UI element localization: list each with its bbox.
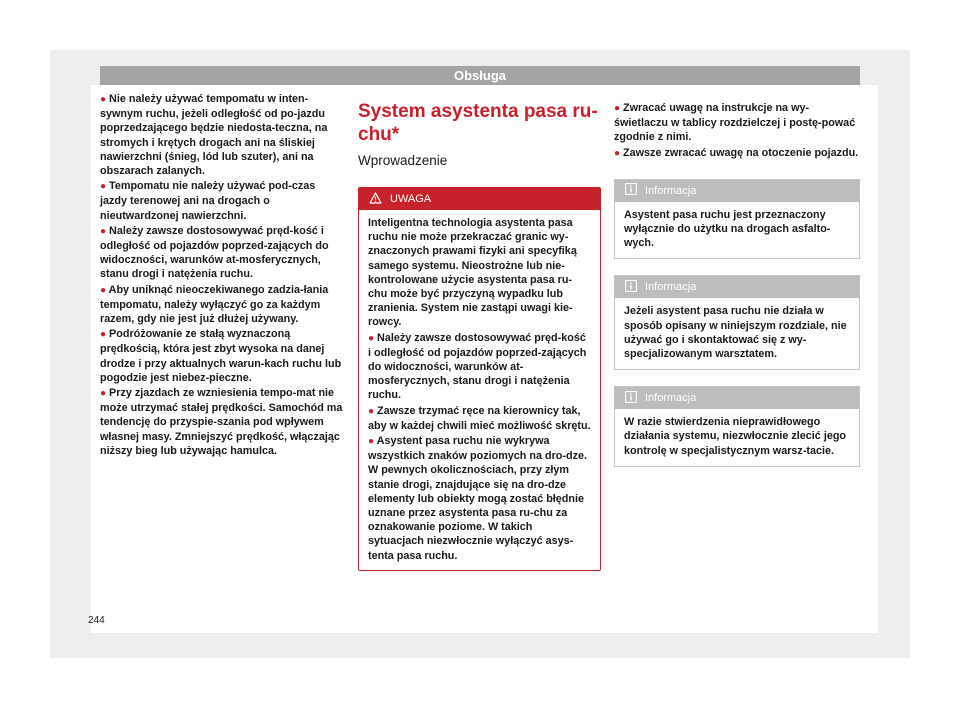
list-item: ● Należy zawsze dostosowywać pręd-kość i odległość od pojazdów poprzed-zających do widoczności, warunków at-mosferycznych, stanu drogi i natężenia ruchu. [100,224,329,281]
list-item: ● Nie należy używać tempomatu w inten-sywnym ruchu, jeżeli odległość od po-jazdu poprzedzającego będzie niedosta-teczna, na stromych i krętych drogach ani na śliskiej nawierzchni (śnieg, lód lub szuter), ani na obszarach zalanych. [100,93,328,178]
warning-header [359,188,600,210]
info-icon [625,391,637,406]
info-box [614,275,860,370]
info-label: Informacja [645,184,697,197]
bullet-dot-icon: ● [368,405,375,417]
bullet-dot-icon: ● [100,284,107,296]
warning-intro: Inteligentna technologia asystenta pasa ruchu nie może przekraczać granic wy-znaczonych prawami fizyki ani specyfiką samego systemu. Nieostrożne lub nie-kontrolowane użycie asystenta pasa ru-chu może być przyczyną wypadku lub zranienia. System nie zastąpi uwagi kie-rowcy. [368,217,577,329]
middle-column [358,92,601,571]
left-bullet-list [100,92,343,459]
info-label: Informacja [645,392,697,405]
info-label: Informacja [645,281,697,294]
bullet-dot-icon: ● [614,103,621,114]
list-item: ● Przy zjazdach ze wzniesienia tempo-mat nie może utrzymać stałej prędkości. Samochód ma tendencję do przyspie-szania pod wpływem własnej masy. Zmniejszyć prędkość, włączając niższy bieg lub używając hamulca. [100,387,343,457]
bullet-dot-icon: ● [100,329,107,341]
info-text: Asystent pasa ruchu jest przeznaczony wyłącznie do użytku na drogach asfalto-wych. [624,208,831,250]
page-number: 244 [88,615,105,626]
right-bullet-list [614,101,860,162]
bullet-dot-icon: ● [100,181,107,193]
bullet-dot-icon: ● [100,225,107,237]
list-item: ● Asystent pasa ruchu nie wykrywa wszystkich znaków poziomych na dro-dze. W pewnych okolicznościach, przy złym stanie drogi, znajdujące się na dro-dze elementy lub obiekty mogą zostać błędnie uznane przez asystenta pasa ru-chu za oznakowanie poziome. W takich sytuacjach niezwłocznie wyłączyć asys-tenta pasa ruchu. [368,435,587,562]
list-item: ● Podróżowanie ze stałą wyznaczoną prędkością, która jest zbyt wysoka na danej drodze i przy aktualnych warun-kach ruchu lub pogodzie jest niebez-pieczne. [100,328,342,384]
info-text: Jeżeli asystent pasa ruchu nie działa w sposób opisany w niniejszym rozdziale, nie używać go i skontaktować się z wy-specjalizowanym warsztatem. [624,305,847,361]
info-header [615,387,859,409]
info-box [614,179,860,260]
list-item: ● Należy zawsze dostosowywać pręd-kość i odległość od pojazdów poprzed-zających do widoczności, warunków at-mosferycznych, stanu drogi i natężenia ruchu. [368,331,587,402]
list-item: ● Zawsze trzymać ręce na kierownicy tak, aby w każdej chwili mieć możliwość skrętu. [368,404,591,432]
bullet-dot-icon: ● [100,388,107,400]
warning-label: UWAGA [390,193,432,205]
info-icon [625,183,637,198]
list-item: ● Zwracać uwagę na instrukcje na wy-świetlaczu w tablicy rozdzielczej i postę-pować zgodnie z nimi. [614,102,856,144]
list-item: ● Aby uniknąć nieoczekiwanego zadzia-łania tempomatu, należy wyłączyć go za każdym razem, gdy nie jest już dłużej używany. [100,283,329,326]
bullet-dot-icon: ● [614,147,621,159]
bullet-dot-icon: ● [368,436,375,448]
list-item: ● Tempomatu nie należy używać pod-czas jazdy terenowej ani na drogach o nieutwardzonej nawierzchni. [100,180,316,222]
warning-triangle-icon [369,192,382,207]
bullet-dot-icon: ● [368,332,375,344]
info-header [615,180,859,202]
section-title: System asystenta pasa ru- chu* [358,101,598,145]
info-text: W razie stwierdzenia nieprawidłowego działania systemu, niezwłocznie zlecić jego kontrolę w specjalistycznym warsz-tacie. [624,416,847,457]
info-box [614,386,860,467]
bullet-dot-icon: ● [100,94,107,105]
info-header [615,276,859,298]
info-icon [625,280,637,295]
running-header: Obsługa [100,66,860,85]
list-item: ● Zawsze zwracać uwagę na otoczenie pojazdu. [614,146,859,159]
right-column [614,92,860,467]
warning-box [358,187,601,571]
warning-bullet-list [359,331,600,564]
left-column [100,92,343,459]
section-subtitle: Wprowadzenie [358,153,448,168]
